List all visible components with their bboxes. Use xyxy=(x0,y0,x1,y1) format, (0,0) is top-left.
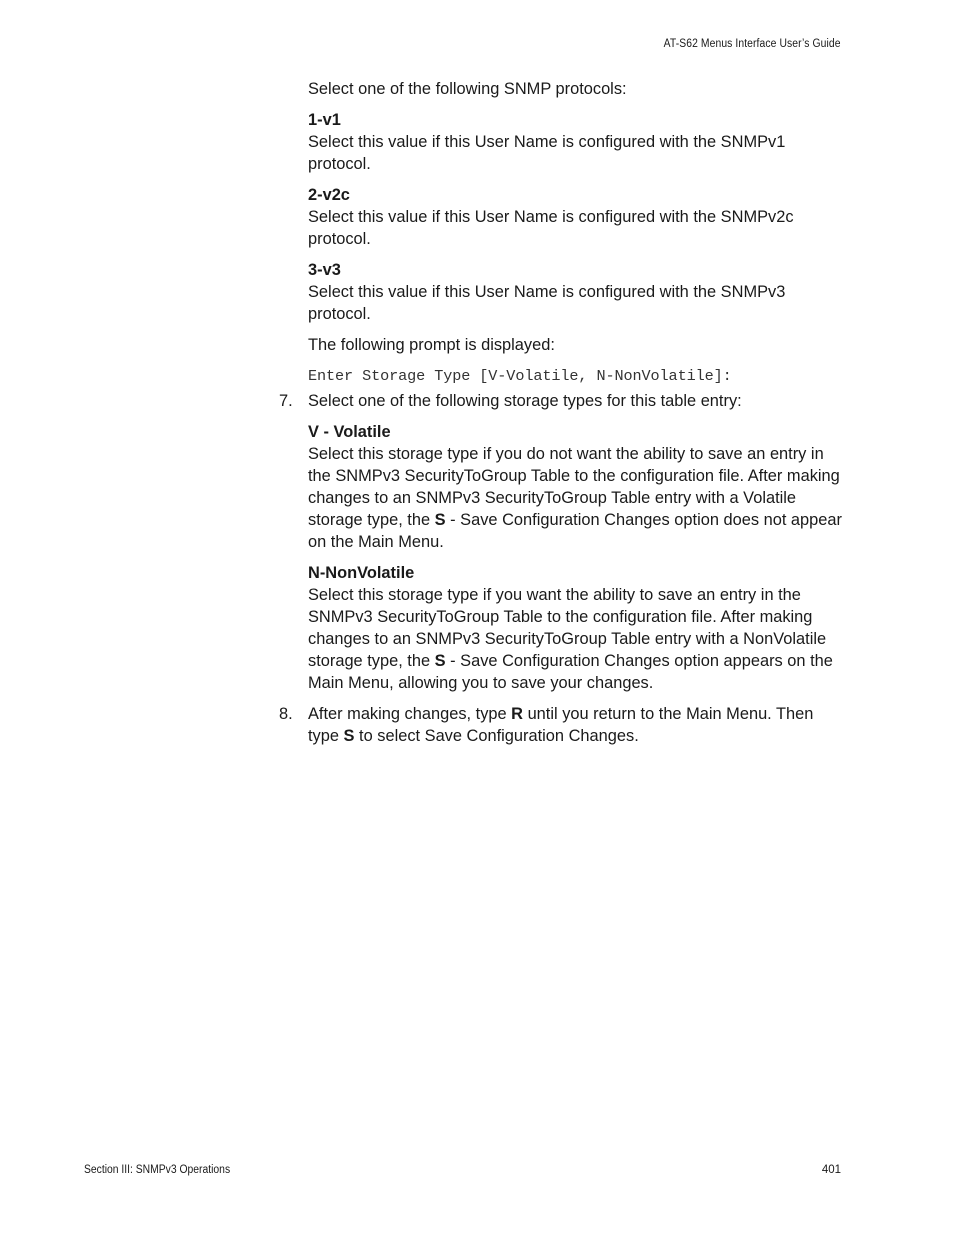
step-7 xyxy=(279,390,848,412)
key-s: S xyxy=(434,511,446,529)
key-s: S xyxy=(434,652,446,670)
protocol-v1 xyxy=(308,109,848,175)
prompt-code: Enter Storage Type [V-Volatile, N-NonVolatile]: xyxy=(308,367,732,385)
term-volatile: V - Volatile xyxy=(308,423,391,441)
page-body xyxy=(279,78,848,747)
term-v2c: 2-v2c xyxy=(308,186,350,204)
desc-v3: Select this value if this User Name is configured with the SNMPv3 protocol. xyxy=(308,283,786,323)
step-8-text: After making changes, type R until you return to the Main Menu. Then type S to select Save Configuration Changes. xyxy=(308,705,814,745)
protocol-v2c xyxy=(308,184,848,250)
step-8 xyxy=(279,703,848,747)
desc-volatile: Select this storage type if you do not want the ability to save an entry in the SNMPv3 SecurityToGroup Table to the configuration file. After making changes to an SNMPv3 SecurityToGroup Table entry with a Volatile storage type, the S - Save Configuration Changes option does not appear on the Main Menu. xyxy=(308,445,842,551)
desc-v1: Select this value if this User Name is configured with the SNMPv1 protocol. xyxy=(308,133,786,173)
step-8-number: 8. xyxy=(279,705,293,723)
desc-nonvolatile: Select this storage type if you want the ability to save an entry in the SNMPv3 SecurityToGroup Table to the configuration file. After making changes to an SNMPv3 SecurityToGroup Table entry with a NonVolatile storage type, the S - Save Configuration Changes option appears on the Main Menu, allowing you to save your changes. xyxy=(308,586,833,692)
term-v3: 3-v3 xyxy=(308,261,341,279)
desc-v2c: Select this value if this User Name is configured with the SNMPv2c protocol. xyxy=(308,208,794,248)
page-number: 401 xyxy=(821,1164,841,1176)
prompt-intro: The following prompt is displayed: xyxy=(308,336,555,354)
running-header: AT-S62 Menus Interface User’s Guide xyxy=(664,38,841,50)
protocols-intro: Select one of the following SNMP protocols: xyxy=(308,80,627,98)
storage-nonvolatile xyxy=(308,562,848,694)
protocol-v3 xyxy=(308,259,848,325)
step-7-number: 7. xyxy=(279,392,293,410)
term-v1: 1-v1 xyxy=(308,111,341,129)
key-r: R xyxy=(511,705,524,723)
storage-volatile xyxy=(308,421,848,553)
key-s: S xyxy=(343,727,355,745)
step-7-text: Select one of the following storage types for this table entry: xyxy=(308,392,742,410)
footer-section: Section III: SNMPv3 Operations xyxy=(84,1164,231,1176)
term-nonvolatile: N-NonVolatile xyxy=(308,564,415,582)
